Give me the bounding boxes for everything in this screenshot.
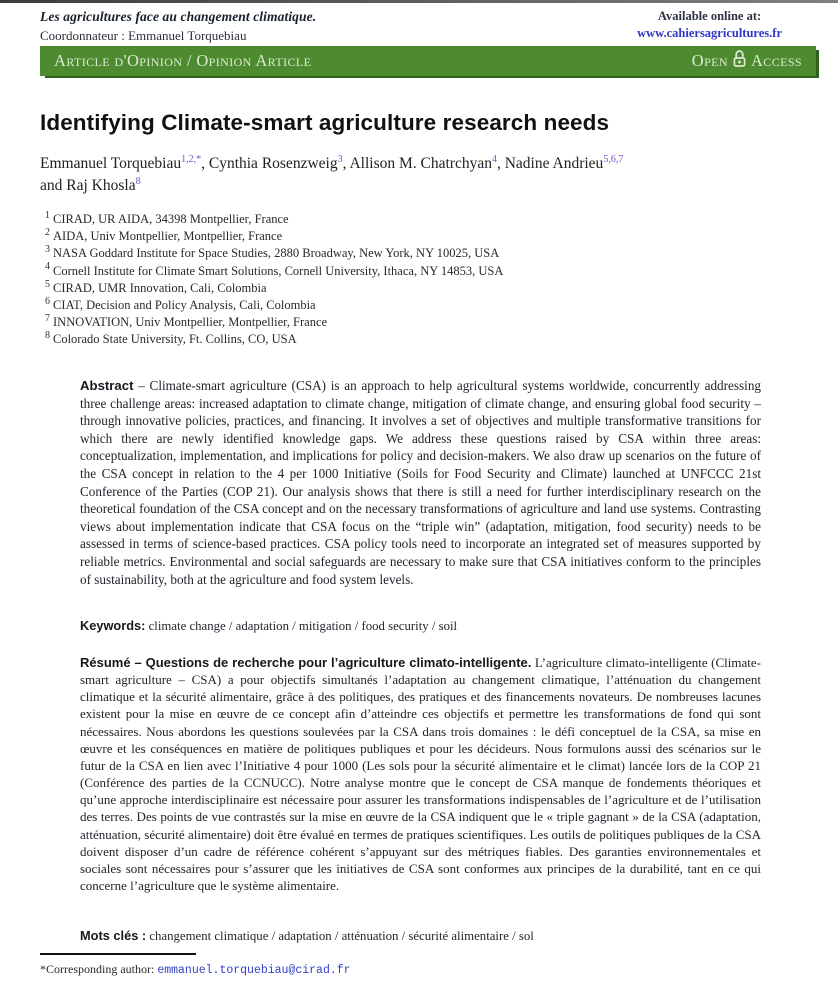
affiliation-item: $^8$ Colorado State University, Ft. Collins, CO, USA xyxy=(45,330,297,347)
author-affiliation-sup: 3 xyxy=(337,153,343,165)
corresponding-author-footnote xyxy=(40,953,640,978)
author-name: Emmanuel Torquebiau xyxy=(40,155,182,172)
open-access-open-label: Open xyxy=(691,51,728,70)
corresponding-author-email-link[interactable]: emmanuel.torquebiau@cirad.fr xyxy=(157,964,351,977)
author-list xyxy=(40,153,778,198)
affiliation-list xyxy=(45,211,778,349)
resume-label: Résumé – Questions de recherche pour l’agriculture climato-intelligente. xyxy=(80,655,532,670)
motscles-line xyxy=(80,928,761,944)
open-access-lock-icon xyxy=(733,50,746,72)
affiliation-number: 8 xyxy=(45,330,50,342)
affiliation-item: $^5$ CIRAD, UMR Innovation, Cali, Colombia xyxy=(45,278,267,295)
affiliation-item: $^7$ INNOVATION, Univ Montpellier, Montpellier, France xyxy=(45,313,328,330)
abstract-label: Abstract xyxy=(80,378,134,393)
keywords-label: Keywords: xyxy=(80,618,146,633)
keywords-text: climate change / adaptation / mitigation / food security / soil xyxy=(145,619,458,633)
affiliation-number: 2 xyxy=(45,227,50,239)
affiliation-item: $^1$ CIRAD, UR AIDA, 34398 Montpellier, France xyxy=(45,209,289,226)
affiliation-number: 5 xyxy=(45,278,50,290)
journal-website-link[interactable]: www.cahiersagricultures.fr xyxy=(637,26,782,40)
author-name: Raj Khosla xyxy=(66,177,136,195)
authors-line2: and Raj Khosla$^8$ xyxy=(40,176,141,195)
abstract-dash: – xyxy=(133,378,150,393)
resume-paragraph xyxy=(80,654,761,894)
page-header xyxy=(40,9,800,44)
affiliation-number: 4 xyxy=(45,261,50,273)
article-title: Identifying Climate-smart agriculture research needs xyxy=(40,110,610,135)
affiliation-item: $^4$ Cornell Institute for Climate Smart Solutions, Cornell University, Ithaca, NY 14853, USA xyxy=(45,261,504,278)
author-name: Allison M. Chatrchyan xyxy=(349,155,492,172)
authors-line1: Emmanuel Torquebiau$^{1,2,*}$, Cynthia Rosenzweig$^3$, Allison M. Chatrchyan$^4$, Nadine Andrieu$^{5,6,7}$ xyxy=(40,153,624,172)
resume-text: L’agriculture climato-intelligente (Climate-smart agriculture – CSA) a pour objectifs simultanés l’adaptation au changement climatique, l’atténuation du changement climatique et la sécurité alimentaire, grâce à des politiques, des pratiques et des financements novateurs. De nombreuses lacunes existent pour la mise en œuvre de ce concept afin d’atteindre ces objectifs et permettre les transformations de fond qui sont nécessaires. Nous abordons les questions soulevées par la CSA dans trois domaines : le défi conceptuel de la CSA, sa mise en œuvre et les conséquences en matière de politiques publiques et pour les décideurs. Nous formulons aussi des scénarios sur le futur de la CSA en lien avec l’Initiative 4 pour 1000 (Les sols pour la sécurité alimentaire et le climat) lancée lors de la COP 21 (Conférence des parties de la CCNUCC). Notre analyse montre que le concept de CSA manque de fondements théoriques et qu’une approche interdisciplinaire est nécessaire pour assurer les transformations indispensables de l’agriculture et de l’utilisation des terres. Des points de vue contrastés sur la mise en œuvre de la CSA indiquent que le « triple gagnant » de la CSA (adaptation, atténuation, sécurité alimentaire) doit être évalué en termes de pratiques scientifiques. Les outils de politiques publiques de la CSA doivent disposer d’un cadre de référence cohérent s’appuyant sur des métriques fiables. Des garanties environnementales et sociales sont nécessaires pour s’assurer que les initiatives de CSA sont conformes aux principes de la durabilité, tant en ce qui concerne l’agriculture que le système alimentaire. xyxy=(80,655,761,894)
page-scan-edge xyxy=(0,0,838,3)
article-type-label: Article d'Opinion / Opinion Article xyxy=(54,51,312,70)
affiliation-item: $^6$ CIAT, Decision and Policy Analysis, Cali, Colombia xyxy=(45,295,316,313)
motscles-label: Mots clés : xyxy=(80,928,147,943)
author-name: Cynthia Rosenzweig xyxy=(208,155,338,172)
author-affiliation-sup: 5,6,7 xyxy=(603,153,624,165)
keywords-line xyxy=(80,618,761,634)
open-access-access-label: Access xyxy=(750,51,802,70)
author-affiliation-sup: 8 xyxy=(135,176,141,188)
series-coordinator: Coordonnateur : Emmanuel Torquebiau xyxy=(40,28,247,43)
author-name: Nadine Andrieu xyxy=(504,155,604,172)
motscles-text: changement climatique / adaptation / atténuation / sécurité alimentaire / sol xyxy=(146,929,534,943)
affiliation-item: $^3$ NASA Goddard Institute for Space Studies, 2880 Broadway, New York, NY 10025, USA xyxy=(45,244,500,261)
affiliation-item: $^2$ AIDA, Univ Montpellier, Montpellier, France xyxy=(45,227,283,244)
affiliation-number: 1 xyxy=(45,209,50,221)
article-type-banner xyxy=(40,46,816,76)
corresponding-author-label: *Corresponding author: xyxy=(40,962,158,976)
available-online-label: Available online at: xyxy=(657,9,762,23)
abstract-text: Climate-smart agriculture (CSA) is an approach to help agricultural systems worldwide, concurrently addressing three challenge areas: increased adaptation to climate change, mitigation of climate change, and ensuring global food security – through innovative policies, practices, and financing. It involves a set of objectives and multiple transformative transitions for which there are newly identified knowledge gaps. We address these questions raised by CSA within three areas: conceptualization, implementation, and implications for policy and decision-makers. We also draw up scenarios on the future of the CSA concept in relation to the 4 per 1000 Initiative (Soils for Food Security and Climate) launched at UNFCCC 21st Conference of the Parties (COP 21). Our analysis shows that there is still a need for further interdisciplinary research on the theoretical foundation of the CSA concept and on the necessary transformations of agriculture and land use systems. Contrasting views about implementation indicate that CSA focus on the “triple win” (adaptation, mitigation, food security) needs to be assessed in terms of science-based practices. CSA policy tools need to incorporate an integrated set of measures supported by reliable metrics. Environmental and social safeguards are necessary to make sure that CSA initiatives conform to the principles of sustainability, both at the agriculture and food system levels. xyxy=(80,378,762,587)
available-online-block xyxy=(637,9,782,41)
affiliation-number: 6 xyxy=(45,295,50,307)
open-access-badge xyxy=(692,50,802,72)
abstract-paragraph xyxy=(80,377,761,588)
footnote-rule xyxy=(40,953,196,955)
author-affiliation-sup: 1,2,* xyxy=(181,153,202,165)
series-header xyxy=(40,9,316,44)
affiliation-number: 7 xyxy=(45,313,50,325)
affiliation-number: 3 xyxy=(45,244,50,256)
series-title: Les agricultures face au changement climatique. xyxy=(40,9,317,24)
author-affiliation-sup: 4 xyxy=(491,153,497,165)
